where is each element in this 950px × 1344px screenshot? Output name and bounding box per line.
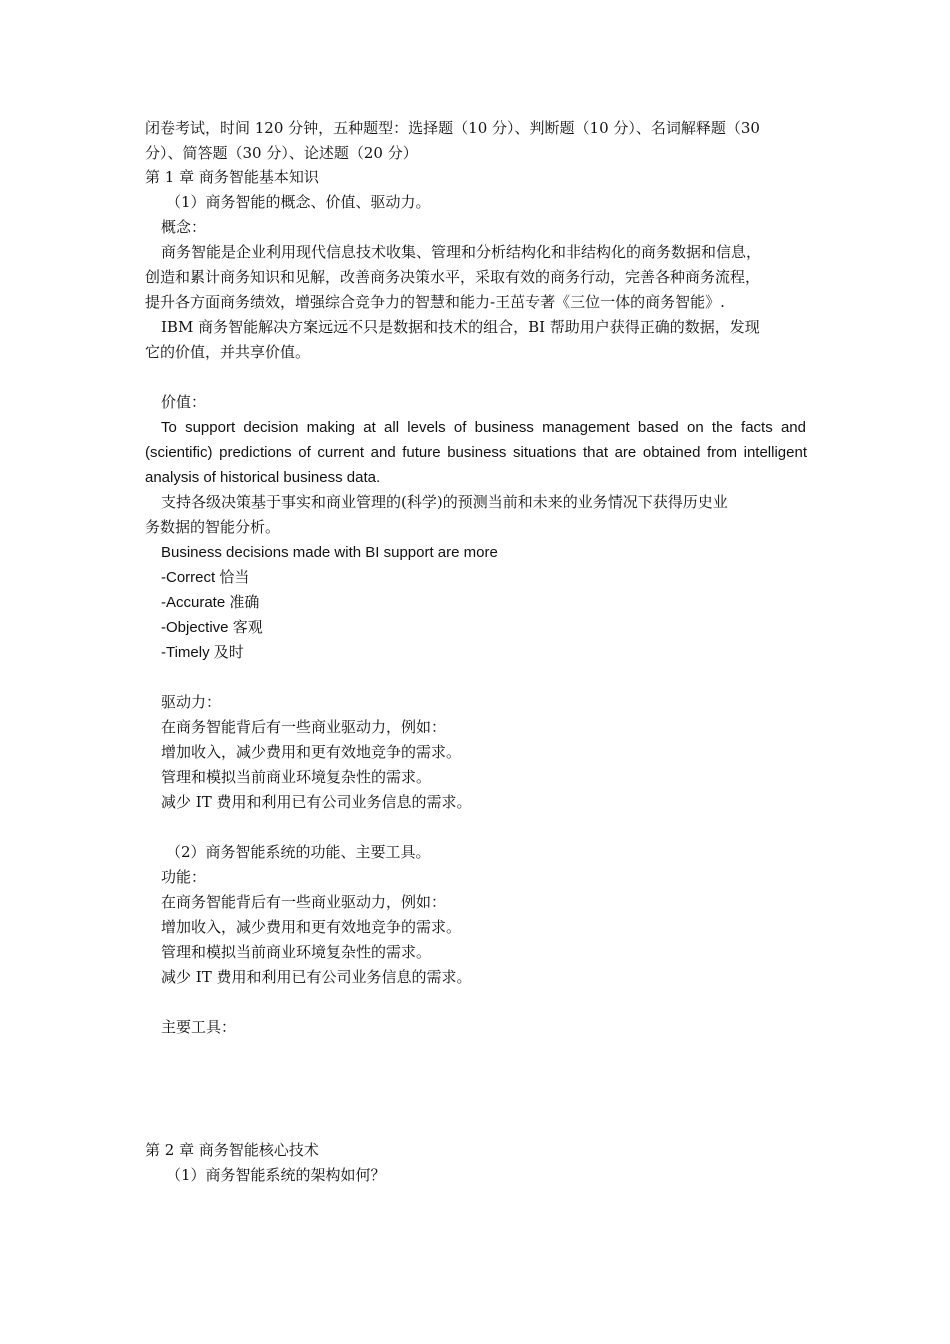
function-line: 在商务智能背后有一些商业驱动力，例如： [161, 893, 447, 911]
bi-point-objective: -Objective 客观 [161, 619, 263, 636]
driver-line: 增加收入，减少费用和更有效地竞争的需求。 [161, 743, 462, 761]
ibm-text-line-1: IBM 商务智能解决方案远远不只是数据和技术的组合，BI 帮助用户获得正确的数据，发现 [161, 318, 760, 336]
section-1-heading: （1）商务智能的概念、价值、驱动力。 [166, 193, 431, 211]
value-cn-line-2: 务数据的智能分析。 [145, 518, 281, 536]
bi-point-accurate: -Accurate 准确 [161, 594, 260, 611]
chapter-2-title: 第 2 章 商务智能核心技术 [145, 1141, 319, 1159]
concept-text-line-3: 提升各方面商务绩效，增强综合竞争力的智慧和能力-王茁专著《三位一体的商务智能》. [145, 293, 725, 311]
function-label: 功能： [161, 868, 207, 886]
driver-line: 在商务智能背后有一些商业驱动力，例如： [161, 718, 447, 736]
concept-label: 概念： [161, 218, 207, 236]
ibm-text-line-2: 它的价值，并共享价值。 [145, 343, 311, 361]
chapter-2-section-1-heading: （1）商务智能系统的架构如何？ [166, 1166, 386, 1184]
driver-label: 驱动力： [161, 693, 222, 711]
tools-label: 主要工具： [161, 1018, 237, 1036]
value-label: 价值： [161, 393, 207, 411]
function-line: 管理和模拟当前商业环境复杂性的需求。 [161, 943, 432, 961]
exam-info-line-1: 闭卷考试，时间 120 分钟，五种题型：选择题（10 分）、判断题（10 分）、名词解释题（30 [145, 119, 760, 137]
value-en-line-1: To support decision making at all levels of business management based on the facts and [161, 419, 806, 436]
function-line: 增加收入，减少费用和更有效地竞争的需求。 [161, 918, 462, 936]
section-2-heading: （2）商务智能系统的功能、主要工具。 [166, 843, 431, 861]
chapter-1-title: 第 1 章 商务智能基本知识 [145, 168, 319, 186]
value-en-line-2: (scientific) predictions of current and future business situations that are obtained from intelligent [145, 444, 807, 461]
exam-info-line-2: 分）、简答题（30 分）、论述题（20 分） [145, 144, 418, 162]
value-cn-line-1: 支持各级决策基于事实和商业管理的(科学)的预测当前和未来的业务情况下获得历史业 [161, 493, 728, 511]
driver-line: 管理和模拟当前商业环境复杂性的需求。 [161, 768, 432, 786]
bi-intro: Business decisions made with BI support are more [161, 544, 498, 561]
function-line: 减少 IT 费用和利用已有公司业务信息的需求。 [161, 968, 472, 986]
concept-text-line-2: 创造和累计商务知识和见解，改善商务决策水平，采取有效的商务行动，完善各种商务流程， [145, 268, 761, 286]
driver-line: 减少 IT 费用和利用已有公司业务信息的需求。 [161, 793, 472, 811]
value-en-line-3: analysis of historical business data. [145, 469, 381, 486]
concept-text-line-1: 商务智能是企业利用现代信息技术收集、管理和分析结构化和非结构化的商务数据和信息， [161, 243, 762, 261]
bi-point-correct: -Correct 恰当 [161, 569, 250, 586]
bi-point-timely: -Timely 及时 [161, 644, 244, 661]
